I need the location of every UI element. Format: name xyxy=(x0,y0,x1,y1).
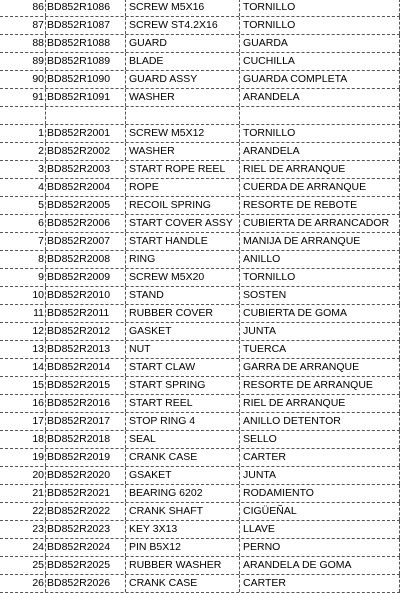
item-number-cell: 91 xyxy=(0,89,46,106)
item-number-cell: 17 xyxy=(0,413,46,430)
part-code-cell: BD852R1091 xyxy=(46,89,126,106)
english-description-cell: START COVER ASSY xyxy=(126,215,240,232)
spanish-description-cell: ARANDELA xyxy=(240,143,400,160)
table-row xyxy=(0,449,400,467)
part-code-cell: BD852R2022 xyxy=(46,503,126,520)
english-description-cell: STAND xyxy=(126,287,240,304)
part-code-cell: BD852R2004 xyxy=(46,179,126,196)
spanish-description-cell: ANILLO DETENTOR xyxy=(240,413,400,430)
english-description-cell: CRANK CASE xyxy=(126,575,240,592)
table-row xyxy=(0,179,400,197)
table-row xyxy=(0,125,400,143)
part-code-cell: BD852R1090 xyxy=(46,71,126,88)
part-code-cell: BD852R2001 xyxy=(46,125,126,142)
item-number-cell: 11 xyxy=(0,305,46,322)
item-number-cell: 6 xyxy=(0,215,46,232)
spanish-description-cell: SOSTEN xyxy=(240,287,400,304)
table-row xyxy=(0,17,400,35)
spanish-description-cell: JUNTA xyxy=(240,467,400,484)
english-description-cell: SCREW M5X16 xyxy=(126,0,240,16)
part-code-cell: BD852R1087 xyxy=(46,17,126,34)
spanish-description-cell xyxy=(240,107,400,124)
english-description-cell xyxy=(126,107,240,124)
part-code-cell: BD852R2005 xyxy=(46,197,126,214)
english-description-cell: RUBBER COVER xyxy=(126,305,240,322)
english-description-cell: GASKET xyxy=(126,323,240,340)
item-number-cell: 7 xyxy=(0,233,46,250)
english-description-cell: ROPE xyxy=(126,179,240,196)
english-description-cell: START CLAW xyxy=(126,359,240,376)
english-description-cell: KEY 3X13 xyxy=(126,521,240,538)
spanish-description-cell: RIEL DE ARRANQUE xyxy=(240,161,400,178)
english-description-cell: START SPRING xyxy=(126,377,240,394)
spanish-description-cell: CUERDA DE ARRANQUE xyxy=(240,179,400,196)
part-code-cell: BD852R2015 xyxy=(46,377,126,394)
part-code-cell: BD852R1088 xyxy=(46,35,126,52)
table-row xyxy=(0,323,400,341)
table-row xyxy=(0,575,400,593)
item-number-cell: 15 xyxy=(0,377,46,394)
part-code-cell: BD852R2002 xyxy=(46,143,126,160)
item-number-cell: 24 xyxy=(0,539,46,556)
english-description-cell: START REEL xyxy=(126,395,240,412)
part-code-cell: BD852R2024 xyxy=(46,539,126,556)
english-description-cell: CRANK CASE xyxy=(126,449,240,466)
spanish-description-cell: CUBIERTA DE ARRANCADOR xyxy=(240,215,400,232)
part-code-cell: BD852R2021 xyxy=(46,485,126,502)
item-number-cell: 87 xyxy=(0,17,46,34)
english-description-cell: RECOIL SPRING xyxy=(126,197,240,214)
item-number-cell: 12 xyxy=(0,323,46,340)
spanish-description-cell: ARANDELA DE GOMA xyxy=(240,557,400,574)
spanish-description-cell: SELLO xyxy=(240,431,400,448)
table-row xyxy=(0,557,400,575)
english-description-cell: CRANK SHAFT xyxy=(126,503,240,520)
part-code-cell: BD852R2009 xyxy=(46,269,126,286)
part-code-cell: BD852R2012 xyxy=(46,323,126,340)
english-description-cell: WASHER xyxy=(126,89,240,106)
table-row xyxy=(0,305,400,323)
english-description-cell: GUARD ASSY xyxy=(126,71,240,88)
part-code-cell: BD852R2013 xyxy=(46,341,126,358)
spanish-description-cell: RIEL DE ARRANQUE xyxy=(240,395,400,412)
spanish-description-cell: GUARDA COMPLETA xyxy=(240,71,400,88)
table-row xyxy=(0,0,400,17)
spanish-description-cell: CARTER xyxy=(240,575,400,592)
english-description-cell: START HANDLE xyxy=(126,233,240,250)
spanish-description-cell: CUCHILLA xyxy=(240,53,400,70)
part-code-cell: BD852R2019 xyxy=(46,449,126,466)
spanish-description-cell: TORNILLO xyxy=(240,125,400,142)
item-number-cell: 22 xyxy=(0,503,46,520)
table-row xyxy=(0,377,400,395)
spanish-description-cell: TORNILLO xyxy=(240,269,400,286)
item-number-cell: 86 xyxy=(0,0,46,16)
part-code-cell: BD852R2020 xyxy=(46,467,126,484)
item-number-cell: 8 xyxy=(0,251,46,268)
table-row xyxy=(0,521,400,539)
spanish-description-cell: RESORTE DE REBOTE xyxy=(240,197,400,214)
part-code-cell: BD852R2016 xyxy=(46,395,126,412)
english-description-cell: SCREW M5X12 xyxy=(126,125,240,142)
spanish-description-cell: JUNTA xyxy=(240,323,400,340)
spanish-description-cell: CIGÜEÑAL xyxy=(240,503,400,520)
english-description-cell: STOP RING 4 xyxy=(126,413,240,430)
item-number-cell: 5 xyxy=(0,197,46,214)
item-number-cell: 90 xyxy=(0,71,46,88)
item-number-cell: 18 xyxy=(0,431,46,448)
part-code-cell: BD852R2011 xyxy=(46,305,126,322)
item-number-cell: 19 xyxy=(0,449,46,466)
spanish-description-cell: RESORTE DE ARRANQUE xyxy=(240,377,400,394)
item-number-cell: 10 xyxy=(0,287,46,304)
spanish-description-cell: LLAVE xyxy=(240,521,400,538)
table-row xyxy=(0,395,400,413)
part-code-cell: BD852R2010 xyxy=(46,287,126,304)
part-code-cell: BD852R2008 xyxy=(46,251,126,268)
spanish-description-cell: ARANDELA xyxy=(240,89,400,106)
spanish-description-cell: PERNO xyxy=(240,539,400,556)
part-code-cell: BD852R2003 xyxy=(46,161,126,178)
english-description-cell: BLADE xyxy=(126,53,240,70)
table-row xyxy=(0,431,400,449)
english-description-cell: WASHER xyxy=(126,143,240,160)
table-row xyxy=(0,233,400,251)
table-row xyxy=(0,467,400,485)
table-row xyxy=(0,269,400,287)
spanish-description-cell: TUERCA xyxy=(240,341,400,358)
part-code-cell: BD852R2025 xyxy=(46,557,126,574)
item-number-cell: 25 xyxy=(0,557,46,574)
english-description-cell: NUT xyxy=(126,341,240,358)
item-number-cell: 26 xyxy=(0,575,46,592)
item-number-cell: 14 xyxy=(0,359,46,376)
part-code-cell: BD852R2018 xyxy=(46,431,126,448)
item-number-cell: 16 xyxy=(0,395,46,412)
table-row xyxy=(0,215,400,233)
part-code-cell: BD852R1086 xyxy=(46,0,126,16)
english-description-cell: BEARING 6202 xyxy=(126,485,240,502)
english-description-cell: SEAL xyxy=(126,431,240,448)
english-description-cell: GSAKET xyxy=(126,467,240,484)
part-code-cell: BD852R1089 xyxy=(46,53,126,70)
part-code-cell: BD852R2026 xyxy=(46,575,126,592)
spanish-description-cell: GUARDA xyxy=(240,35,400,52)
table-row xyxy=(0,197,400,215)
item-number-cell: 9 xyxy=(0,269,46,286)
spanish-description-cell: CARTER xyxy=(240,449,400,466)
item-number-cell: 1 xyxy=(0,125,46,142)
part-code-cell: BD852R2023 xyxy=(46,521,126,538)
part-code-cell: BD852R2014 xyxy=(46,359,126,376)
part-code-cell: BD852R2017 xyxy=(46,413,126,430)
english-description-cell: RING xyxy=(126,251,240,268)
table-row xyxy=(0,485,400,503)
english-description-cell: START ROPE REEL xyxy=(126,161,240,178)
spanish-description-cell: ANILLO xyxy=(240,251,400,268)
english-description-cell: PIN B5X12 xyxy=(126,539,240,556)
table-row xyxy=(0,161,400,179)
english-description-cell: RUBBER WASHER xyxy=(126,557,240,574)
item-number-cell xyxy=(0,107,46,124)
item-number-cell: 88 xyxy=(0,35,46,52)
english-description-cell: SCREW M5X20 xyxy=(126,269,240,286)
table-row xyxy=(0,287,400,305)
table-row xyxy=(0,539,400,557)
table-row xyxy=(0,35,400,53)
table-row xyxy=(0,251,400,269)
table-row xyxy=(0,359,400,377)
item-number-cell: 20 xyxy=(0,467,46,484)
item-number-cell: 13 xyxy=(0,341,46,358)
spanish-description-cell: TORNILLO xyxy=(240,17,400,34)
table-row xyxy=(0,143,400,161)
table-row xyxy=(0,413,400,431)
spanish-description-cell: TORNILLO xyxy=(240,0,400,16)
table-row xyxy=(0,503,400,521)
item-number-cell: 4 xyxy=(0,179,46,196)
english-description-cell: SCREW ST4.2X16 xyxy=(126,17,240,34)
part-code-cell: BD852R2006 xyxy=(46,215,126,232)
spanish-description-cell: RODAMIENTO xyxy=(240,485,400,502)
spanish-description-cell: GARRA DE ARRANQUE xyxy=(240,359,400,376)
item-number-cell: 3 xyxy=(0,161,46,178)
item-number-cell: 21 xyxy=(0,485,46,502)
separator-row xyxy=(0,107,400,125)
spanish-description-cell: MANIJA DE ARRANQUE xyxy=(240,233,400,250)
table-row xyxy=(0,71,400,89)
item-number-cell: 23 xyxy=(0,521,46,538)
english-description-cell: GUARD xyxy=(126,35,240,52)
item-number-cell: 89 xyxy=(0,53,46,70)
table-row xyxy=(0,53,400,71)
item-number-cell: 2 xyxy=(0,143,46,160)
table-row xyxy=(0,341,400,359)
spanish-description-cell: CUBIERTA DE GOMA xyxy=(240,305,400,322)
table-row xyxy=(0,89,400,107)
part-code-cell xyxy=(46,107,126,124)
part-code-cell: BD852R2007 xyxy=(46,233,126,250)
